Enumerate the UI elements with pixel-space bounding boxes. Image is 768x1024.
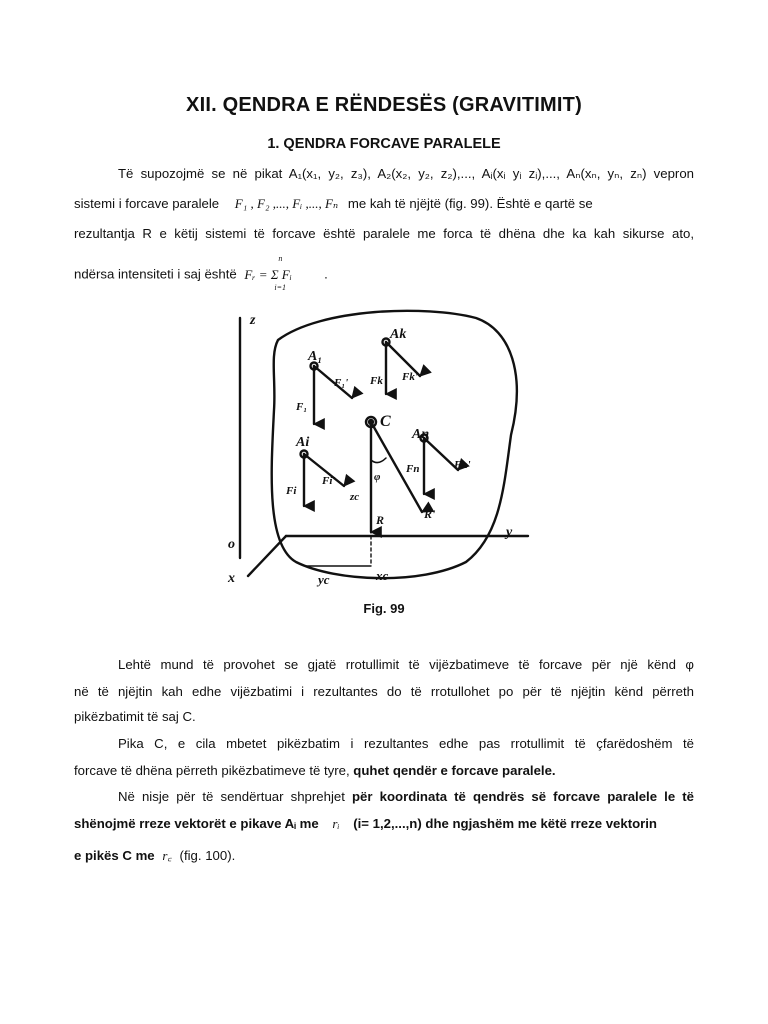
svg-text:xc: xc [376,568,389,583]
svg-text:y: y [506,525,513,540]
svg-text:z: z [250,313,256,328]
svg-text:o: o [228,537,235,552]
svg-text:Ak: Ak [390,327,407,342]
x-axis [248,536,286,576]
para2-line1: Lehtë mund të provohet se gjatë rrotullimit të vijëzbatimeve të forcave për një kënd φ [118,657,694,672]
svg-text:Fi': Fi' [322,475,336,487]
svg-text:Fk: Fk [370,375,383,387]
svg-text:Fn: Fn [406,463,420,475]
svg-text:A₁: A₁ [308,349,323,364]
figure-caption: Fig. 99 [363,601,405,616]
svg-text:zc: zc [350,491,360,503]
svg-text:R: R [376,513,385,527]
svg-text:Fk': Fk' [402,371,418,383]
para1-line1: Të supozojmë se në pikat A₁(x₁, y₂, z₃), A₂(x₂, y₂, z₂),..., Aᵢ(xᵢ yᵢ zᵢ),..., Aₙ(xₙ, yₙ, zₙ) vepron [118,166,694,181]
para2-line3: pikëzbatimit të saj C. [74,709,196,724]
section-heading: 1. QENDRA FORCAVE PARALELE [267,136,501,152]
svg-text:C: C [380,413,391,430]
svg-text:Fi: Fi [286,485,297,497]
svg-text:An: An [412,427,430,442]
para1-line3: rezultantja R e këtij sistemi të forcave është paralele me forca të dhëna dhe ka kah sikurse ato, [74,226,694,241]
svg-text:Ai: Ai [296,435,310,450]
para3-line1: Pika C, e cila mbetet pikëzbatim i rezultantes edhe pas rrotullimit të çfarëdoshëm të [118,736,694,751]
figure-99 [226,300,546,590]
page-title: XII. QENDRA E RËNDESËS (GRAVITIMIT) [186,94,582,116]
svg-text:F₁': F₁' [334,377,349,389]
para2-line2: në të njëjtin kah edhe vijëzbatimi i rezultantes do të rrotullohet po për të njëjtin kënd përreth [74,684,694,699]
forces-list: F₁ , F₂ ,..., Fᵢ ,..., Fₙ [234,196,339,211]
resultant-formula: Fᵣ = Σ Fᵢ n i=1 [244,254,292,292]
para4-line2: shënojmë rreze vektorët e pikave Aᵢ me rᵢ (i= 1,2,...,n) dhe ngjashëm me këtë rreze vektorin [74,816,657,831]
svg-text:x: x [228,571,235,586]
svg-text:yc: yc [318,572,330,587]
svg-text:Fn': Fn' [454,459,471,471]
para1-line2: sistemi i forcave paralele F₁ , F₂ ,..., Fᵢ ,..., Fₙ me kah të njëjtë (fig. 99). Është e qartë se [74,196,593,211]
svg-text:F₁: F₁ [296,401,308,413]
para4-line3: e pikës C me r꜀ (fig. 100). [74,848,236,863]
svg-text:R': R' [424,507,436,521]
svg-text:φ: φ [374,471,381,483]
para3-line2: forcave të dhëna përreth pikëzbatimeve të tyre, quhet qendër e forcave paralele. [74,763,556,778]
para4-line1: Në nisje për të sendërtuar shprehjet për koordinata të qendrës së forcave paralele le të [118,789,694,804]
para1-line4: ndërsa intensiteti i saj është Fᵣ = Σ Fᵢ n i=1 . [74,254,328,292]
